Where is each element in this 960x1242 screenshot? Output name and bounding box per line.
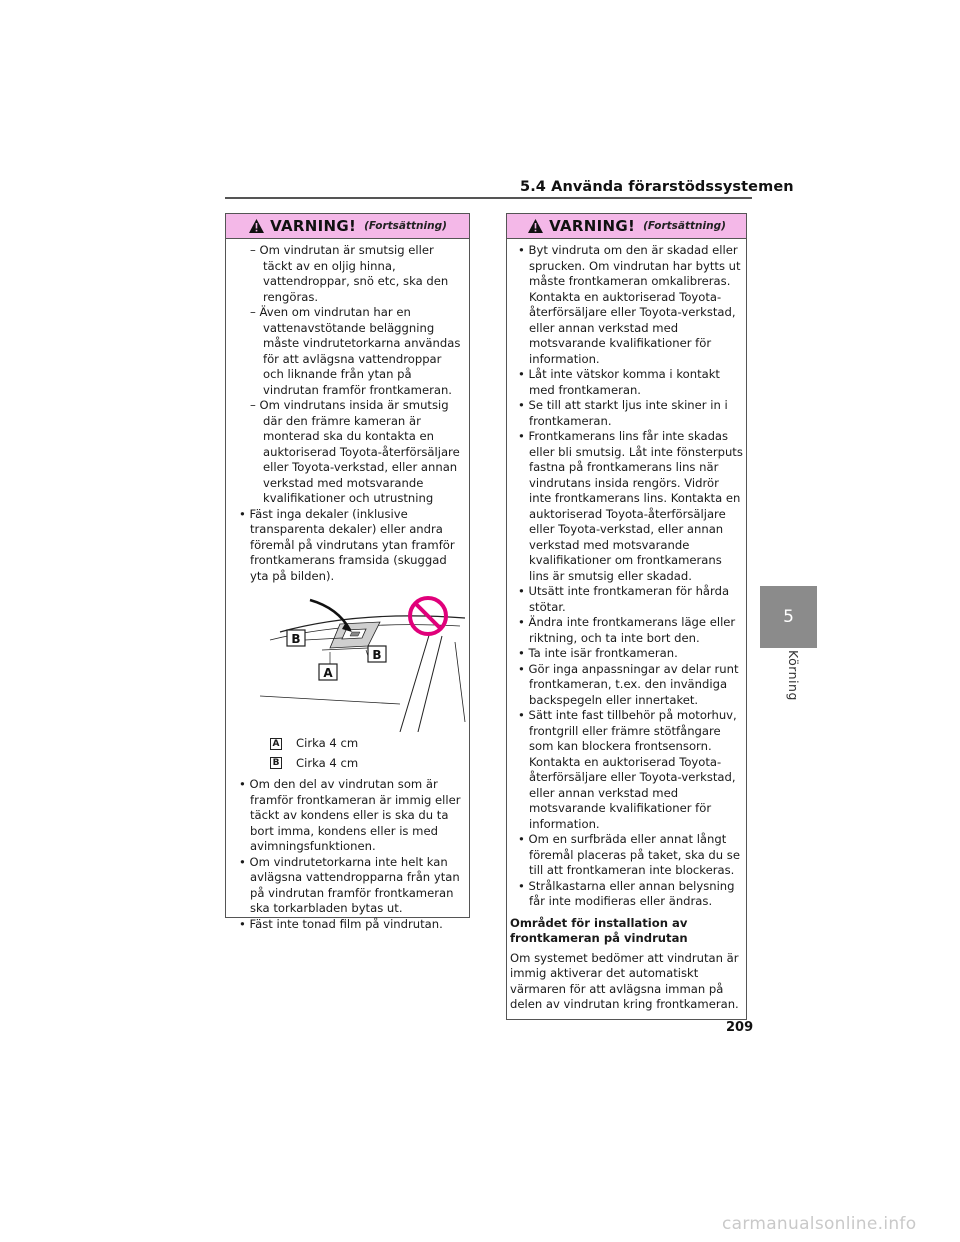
bullet-item: • Om en surfbräda eller annat långt föremål placeras på taket, ska du se till att frontkameran inte blockeras. [518,832,740,877]
warning-header [507,214,746,239]
section-heading: Området för installation av frontkameran på vindrutan [510,915,688,945]
legend-key: A [270,738,282,750]
warning-body [507,239,746,1019]
warning-triangle-icon [248,218,265,234]
warning-box-right [506,213,747,1020]
section-paragraph: Om systemet bedömer att vindrutan är immig aktiverar det automatiskt värmaren för att avlägsna imman på delen av vindrutan kring frontkameran. [510,950,739,1011]
bullet-item: • Utsätt inte frontkameran för hårda stötar. [518,584,730,614]
figure-label-b: B [372,648,382,662]
dash-item: – Om vindrutans insida är smutsig där den främre kameran är monterad ska du kontakta en auktoriserad Toyota-återförsäljare eller Toyota-verkstad, eller annan verkstad med motsvarande kvalifikationer och utrustning [250,398,460,505]
bullet-item: • Fäst inga dekaler (inklusive transparenta dekaler) eller andra föremål på vindrutans ytan framför frontkamerans framsida (skuggad yta på bilden). [239,506,455,583]
warning-body [226,239,469,938]
legend-text: Cirka 4 cm [296,736,359,750]
warning-continued: (Fortsättning) [643,220,726,232]
figure-label-b: B [291,632,301,646]
windshield-illustration [250,592,470,732]
warning-continued: (Fortsättning) [364,220,447,232]
chapter-number: 5 [783,607,794,627]
bullet-item: • Om den del av vindrutan som är framför frontkameran är immig eller täckt av kondens eller is ska du ta bort imma, kondens eller is med avimningsfunktionen. [239,777,461,853]
windshield-camera-figure [250,592,470,732]
bullet-item: • Sätt inte fast tillbehör på motorhuv, frontgrill eller främre stötfångare som kan blockera frontsensorn. Kontakta en auktoriserad Toyota-återförsäljare eller Toyota-verkstad, eller annan verkstad med motsvarande kvalifikationer för information. [518,708,737,831]
warning-header [226,214,469,239]
bullet-item: • Frontkamerans lins får inte skadas eller bli smutsig. Låt inte fönsterputs fastna på frontkamerans lins när vindrutans insida rengörs. Vidrör inte frontkamerans lins. Kontakta en auktoriserad Toyota-återförsäljare eller Toyota-verkstad, eller annan verkstad med motsvarande kvalifikationer om frontkamerans lins är smutsig eller skadad. [518,429,743,583]
chapter-tab [760,586,817,648]
legend-key: B [270,757,282,769]
page-number: 209 [726,1020,754,1035]
warning-title: VARNING! [270,217,357,235]
bullet-item: • Ändra inte frontkamerans läge eller riktning, och ta inte bort den. [518,615,736,645]
legend-row [270,756,463,772]
warning-box-left [225,213,470,931]
chapter-label: Körning [786,650,801,701]
legend-text: Cirka 4 cm [296,755,359,770]
bullet-item: • Fäst inte tonad film på vindrutan. [239,916,443,931]
dash-item: – Om vindrutan är smutsig eller täckt av en oljig hinna, vattendroppar, snö etc, ska den rengöras. [250,243,449,304]
bullet-item: • Om vindrutetorkarna inte helt kan avlägsna vattendropparna från ytan på vindrutan framför frontkameran ska torkarbladen bytas ut. [239,854,460,915]
watermark: carmanualsonline.info [722,1214,917,1234]
bullet-item: • Strålkastarna eller annan belysning får inte modifieras eller ändras. [518,878,735,908]
dash-item: – Även om vindrutan har en vattenavstötande beläggning måste vindrutetorkarna användas för att avlägsna vattendroppar och liknande från ytan på vindrutan framför frontkameran. [250,305,461,397]
bullet-item: • Byt vindruta om den är skadad eller sprucken. Om vindrutan har bytts ut måste frontkameran omkalibreras. Kontakta en auktoriserad Toyota-återförsäljare eller Toyota-verkstad, eller annan verkstad med motsvarande kvalifikationer för information. [518,243,741,366]
figure-label-a: A [323,666,333,680]
section-title: 5.4 Använda förarstödssystemen [520,179,794,195]
warning-triangle-icon [527,218,544,234]
warning-title: VARNING! [549,217,636,235]
header-rule [225,197,752,199]
bullet-item: • Ta inte isär frontkameran. [518,646,678,660]
legend-row [270,736,463,752]
bullet-item: • Låt inte vätskor komma i kontakt med frontkameran. [518,367,720,397]
bullet-item: • Gör inga anpassningar av delar runt frontkameran, t.ex. den invändiga backspegeln eller innertaket. [518,661,739,707]
bullet-item: • Se till att starkt ljus inte skiner in i frontkameran. [518,398,728,428]
